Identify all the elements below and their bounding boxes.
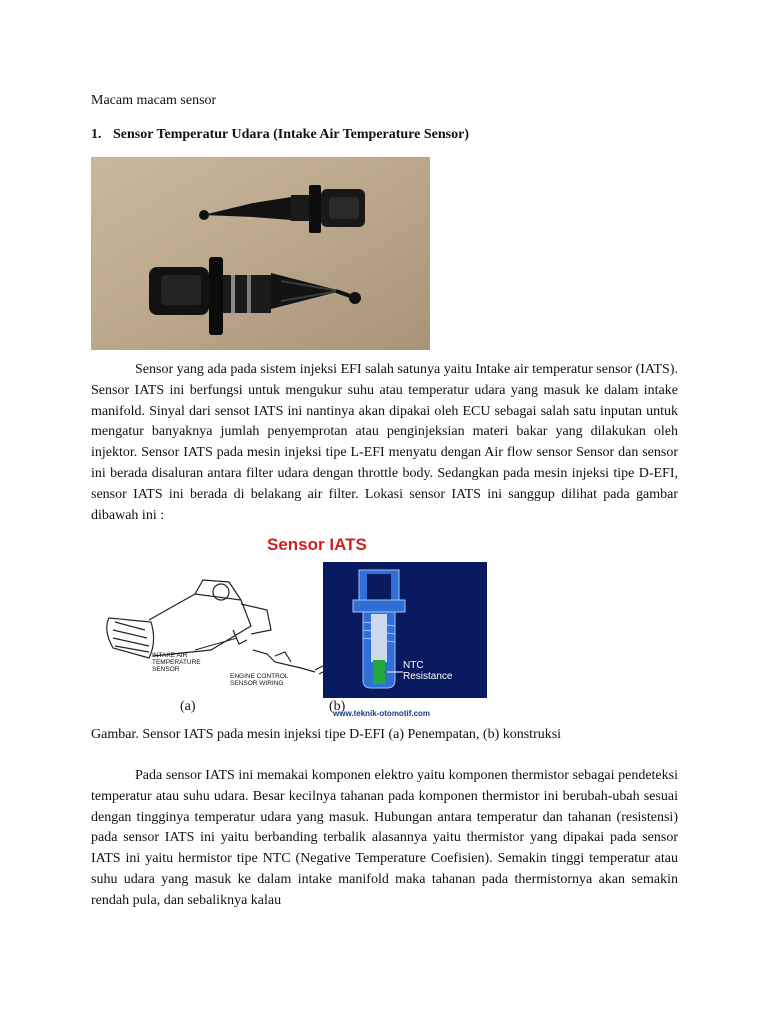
ntc-label-line2: Resistance: [403, 671, 453, 682]
iats-figure: [91, 530, 511, 722]
figure-label-b: (b): [329, 699, 346, 714]
paragraph-intro: Sensor yang ada pada sistem injeksi EFI salah satunya yaitu Intake air temperatur sensor (IATS). Sensor IATS ini berfungsi untuk mengukur suhu atau temperatur udara yang masuk ke dalam intake manifold. Sinyal dari sensot IATS ini nantinya akan dipakai oleh ECU sebagai salah satu inputan untuk mengatur banyaknya jumlah penyemprotan atau penginjeksian materi bakar yang dilakukan oleh injektor. Sensor IATS pada mesin injeksi tipe L-EFI menyatu dengan Air flow sensor Sensor dan sensor ini berada disaluran antara filter udara dengan throttle body. Sedangkan pada mesin injeksi tipe D-EFI, sensor IATS ini berada di belakang air filter. Lokasi sensor IATS ini sanggup dilihat pada gambar dibawah ini :: [91, 362, 678, 523]
heading-number: 1.: [91, 127, 102, 142]
intake-label-line1: INTAKE AIR: [152, 652, 188, 659]
figure-caption: Gambar. Sensor IATS pada mesin injeksi tipe D-EFI (a) Penempatan, (b) konstruksi: [91, 727, 562, 742]
ntc-label-line1: NTC: [403, 660, 424, 671]
wiring-label-line2: SENSOR WIRING: [230, 680, 284, 687]
section-heading: [91, 127, 469, 143]
sensor-photo: [91, 157, 430, 350]
figure-label-a: (a): [180, 699, 196, 714]
paragraph-thermistor: Pada sensor IATS ini memakai komponen elektro yaitu komponen thermistor sebagai pendeteksi temperatur atau suhu udara. Besar kecilnya tahanan pada komponen thermistor ini berubah-ubah sesuai dengan tingginya temperatur udara yang masuk. Hubungan antara temperatur dan tahanan (resistensi) pada sensor IATS ini yaitu berbanding terbalik alasannya yaitu thermistor yang dipakai pada sensor IATS ini yaitu hermistor tipe NTC (Negative Temperature Coefisien). Semakin tinggi temperatur atau suhu udara yang masuk ke dalam intake manifold maka tahanan pada thermistornya akan semakin rendah pula, dan sebaliknya kalau: [91, 768, 678, 908]
heading-text: Sensor Temperatur Udara (Intake Air Temperature Sensor): [113, 127, 469, 142]
figure-title: Sensor IATS: [267, 535, 367, 554]
document-title: Macam macam sensor: [91, 93, 217, 108]
wiring-label-line1: ENGINE CONTROL: [230, 673, 289, 680]
figure-watermark: www.teknik-otomotif.com: [333, 709, 431, 718]
intake-label-line3: SENSOR: [152, 666, 180, 673]
thermistor-element: [373, 660, 385, 684]
intake-label-line2: TEMPERATURE: [152, 659, 201, 666]
